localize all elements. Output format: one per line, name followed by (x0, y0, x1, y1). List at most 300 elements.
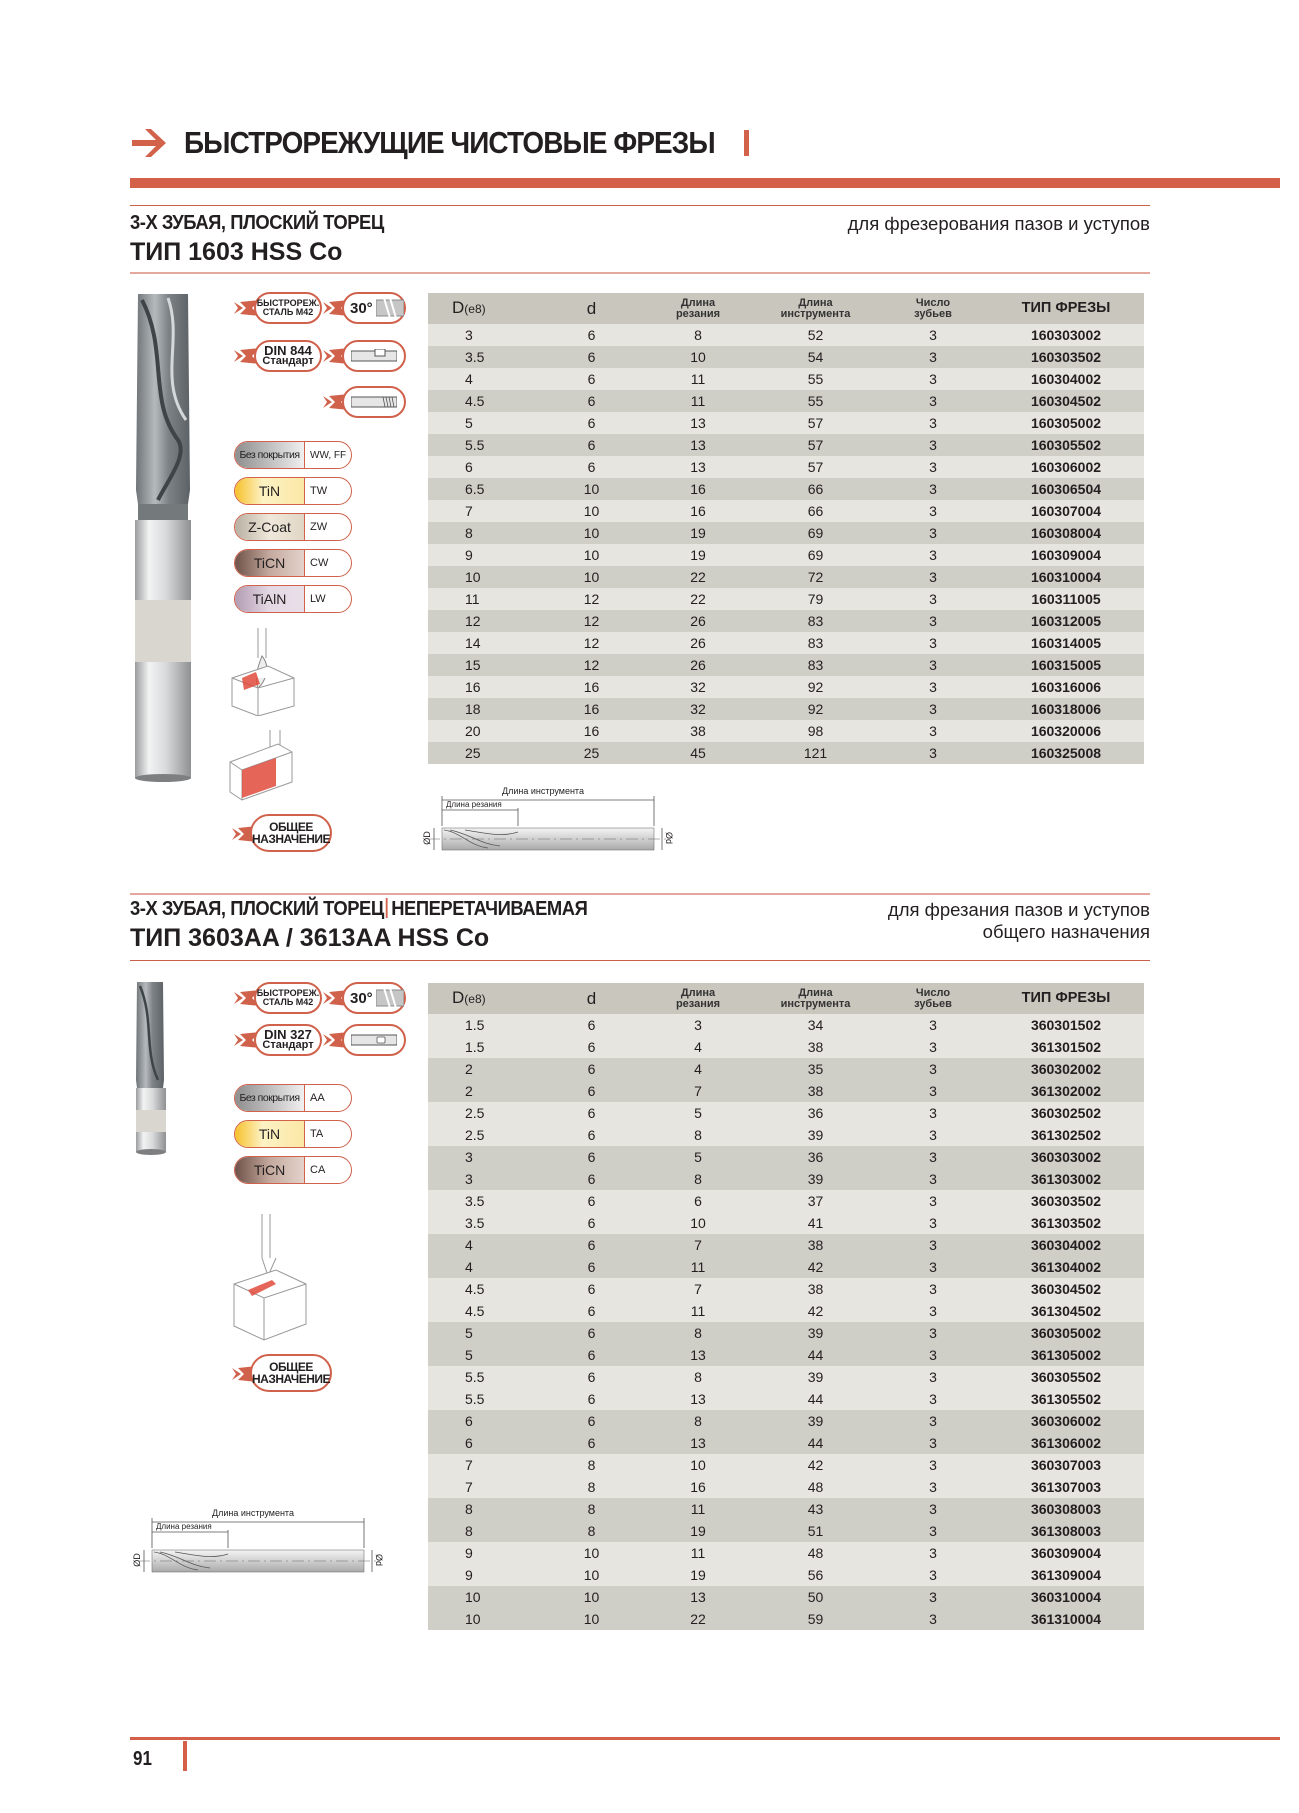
table-row (428, 1564, 1144, 1586)
table-row (428, 1388, 1144, 1410)
cell-code: 360304002 (988, 1234, 1144, 1256)
hss-m42-badge (254, 982, 322, 1014)
shoulder-milling-illustration (228, 730, 300, 802)
col-D-tolerance: (e8) (464, 992, 486, 1006)
col-header-tool-length (753, 983, 878, 1014)
cell-cut: 8 (643, 1124, 753, 1146)
cell-len: 42 (753, 1256, 878, 1278)
cell-code: 361302002 (988, 1080, 1144, 1102)
helix-angle-value: 30° (350, 989, 373, 1007)
cell-z: 3 (878, 1586, 988, 1608)
col-header-d: d (540, 983, 643, 1014)
spec-table-3603aa-3613aa (428, 983, 1144, 1630)
cell-cut: 13 (643, 1586, 753, 1608)
cell-D: 14 (428, 632, 540, 654)
table-row (428, 1168, 1144, 1190)
plain-shank-icon (351, 1033, 397, 1047)
cell-z: 3 (878, 324, 988, 346)
cell-len: 57 (753, 456, 878, 478)
cell-len: 43 (753, 1498, 878, 1520)
cell-d: 12 (540, 654, 643, 676)
cell-code: 360302002 (988, 1058, 1144, 1080)
din-number: DIN 844 (264, 343, 312, 358)
section-2-bottom-rule (130, 960, 1150, 961)
general-badge-line-1: ОБЩЕЕ (269, 820, 313, 834)
cell-len: 69 (753, 544, 878, 566)
col-D-tolerance: (e8) (464, 302, 486, 316)
cell-d: 6 (540, 1388, 643, 1410)
cell-D: 3 (428, 324, 540, 346)
cell-D: 6 (428, 1432, 540, 1454)
cell-D: 18 (428, 698, 540, 720)
cell-len: 55 (753, 368, 878, 390)
cut-length-label: Длина резания (446, 800, 502, 809)
cell-len: 66 (753, 500, 878, 522)
col-header-teeth (878, 293, 988, 324)
cell-code: 361308003 (988, 1520, 1144, 1542)
cell-d: 6 (540, 412, 643, 434)
coating-ticn (234, 549, 352, 577)
cell-d: 16 (540, 698, 643, 720)
cell-code: 360306002 (988, 1410, 1144, 1432)
cell-code: 360307003 (988, 1454, 1144, 1476)
section-2-description-line: для фрезания пазов и уступов (887, 899, 1150, 920)
table-row (428, 1520, 1144, 1542)
din-number: DIN 327 (264, 1027, 312, 1042)
cell-D: 8 (428, 1498, 540, 1520)
col-header-teeth (878, 983, 988, 1014)
cell-cut: 8 (643, 1410, 753, 1432)
din-label: Стандарт (262, 1039, 314, 1051)
cell-D: 5.5 (428, 1388, 540, 1410)
tool-length-label: Длина инструмента (502, 786, 584, 796)
cell-code: 361302502 (988, 1124, 1144, 1146)
cell-cut: 16 (643, 1476, 753, 1498)
cell-len: 83 (753, 610, 878, 632)
cell-D: 4 (428, 1256, 540, 1278)
cell-D: 3.5 (428, 1212, 540, 1234)
footer-rule (130, 1737, 1280, 1740)
cell-z: 3 (878, 1476, 988, 1498)
cell-d: 25 (540, 742, 643, 764)
cell-code: 361309004 (988, 1564, 1144, 1586)
cell-len: 39 (753, 1322, 878, 1344)
diameter-d-label: Ød (374, 1553, 385, 1567)
cell-d: 10 (540, 566, 643, 588)
cell-d: 8 (540, 1520, 643, 1542)
cell-cut: 10 (643, 346, 753, 368)
col-header-tool-length (753, 293, 878, 324)
col-label-line: Число (915, 296, 951, 309)
cell-z: 3 (878, 1432, 988, 1454)
page-title: БЫСТРОРЕЖУЩИЕ ЧИСТОВЫЕ ФРЕЗЫ (184, 125, 715, 160)
cell-z: 3 (878, 1102, 988, 1124)
cell-D: 10 (428, 566, 540, 588)
coating-code: LW (310, 593, 326, 605)
table-row (428, 1102, 1144, 1124)
cell-D: 7 (428, 1476, 540, 1498)
cell-z: 3 (878, 1498, 988, 1520)
cell-cut: 13 (643, 434, 753, 456)
table-row (428, 1432, 1144, 1454)
cell-len: 66 (753, 478, 878, 500)
cell-z: 3 (878, 522, 988, 544)
helix-angle-badge (342, 982, 406, 1014)
cell-D: 8 (428, 1520, 540, 1542)
cell-d: 8 (540, 1454, 643, 1476)
cell-d: 10 (540, 1586, 643, 1608)
cell-cut: 11 (643, 1256, 753, 1278)
cell-z: 3 (878, 478, 988, 500)
cell-len: 57 (753, 412, 878, 434)
cell-code: 360303502 (988, 1190, 1144, 1212)
cell-code: 160306002 (988, 456, 1144, 478)
cell-len: 56 (753, 1564, 878, 1586)
cell-code: 361304002 (988, 1256, 1144, 1278)
cell-z: 3 (878, 1278, 988, 1300)
cell-D: 9 (428, 544, 540, 566)
cell-len: 50 (753, 1586, 878, 1608)
cell-code: 360308003 (988, 1498, 1144, 1520)
cell-cut: 7 (643, 1278, 753, 1300)
cell-code: 361303002 (988, 1168, 1144, 1190)
cell-D: 9 (428, 1564, 540, 1586)
cell-d: 6 (540, 1300, 643, 1322)
cell-cut: 26 (643, 610, 753, 632)
table-row (428, 698, 1144, 720)
cell-cut: 11 (643, 368, 753, 390)
cell-z: 3 (878, 1190, 988, 1212)
cell-d: 6 (540, 1168, 643, 1190)
cell-code: 160303502 (988, 346, 1144, 368)
table-row (428, 412, 1144, 434)
cell-z: 3 (878, 456, 988, 478)
table-row (428, 1300, 1144, 1322)
cell-D: 2 (428, 1058, 540, 1080)
page-header (130, 118, 749, 168)
cell-cut: 16 (643, 478, 753, 500)
cell-d: 10 (540, 1542, 643, 1564)
cell-code: 160304502 (988, 390, 1144, 412)
cell-d: 10 (540, 522, 643, 544)
cell-D: 16 (428, 676, 540, 698)
cell-cut: 13 (643, 412, 753, 434)
table-header-row (428, 293, 1144, 324)
din-standard-badge (254, 340, 322, 372)
cell-len: 48 (753, 1476, 878, 1498)
table-row (428, 1256, 1144, 1278)
cell-code: 160315005 (988, 654, 1144, 676)
table-row (428, 1124, 1144, 1146)
col-label-line: Длина (798, 296, 833, 309)
cell-len: 57 (753, 434, 878, 456)
coating-code: CA (310, 1164, 326, 1176)
title-accent-bar (744, 130, 749, 156)
cell-d: 10 (540, 500, 643, 522)
cell-cut: 13 (643, 1432, 753, 1454)
cell-cut: 11 (643, 1498, 753, 1520)
table-row (428, 1322, 1144, 1344)
cell-len: 72 (753, 566, 878, 588)
coating-name: TiAlN (235, 586, 305, 612)
section-2-description (888, 899, 1150, 943)
col-header-d: d (540, 293, 643, 324)
cell-len: 34 (753, 1014, 878, 1036)
cell-d: 6 (540, 1080, 643, 1102)
cell-cut: 10 (643, 1212, 753, 1234)
cell-len: 83 (753, 654, 878, 676)
cell-cut: 8 (643, 1322, 753, 1344)
cell-code: 360309004 (988, 1542, 1144, 1564)
cell-d: 10 (540, 1608, 643, 1630)
section-2-subtitle-extra: НЕПЕРЕТАЧИВАЕМАЯ (391, 898, 588, 920)
table-row (428, 390, 1144, 412)
helix-icon (376, 988, 404, 1008)
cell-cut: 32 (643, 676, 753, 698)
end-mill-image (128, 290, 208, 790)
table-row (428, 566, 1144, 588)
table-header-row (428, 983, 1144, 1014)
cell-z: 3 (878, 720, 988, 742)
table-row (428, 1080, 1144, 1102)
cell-z: 3 (878, 654, 988, 676)
coating-name: TiCN (235, 550, 305, 576)
cell-D: 11 (428, 588, 540, 610)
table-row (428, 1146, 1144, 1168)
table-row (428, 1454, 1144, 1476)
cell-d: 6 (540, 1190, 643, 1212)
diameter-D-label: ØD (421, 831, 432, 845)
cell-D: 4 (428, 1234, 540, 1256)
cell-len: 36 (753, 1102, 878, 1124)
cell-len: 79 (753, 588, 878, 610)
cell-D: 12 (428, 610, 540, 632)
cell-z: 3 (878, 1608, 988, 1630)
section-1-type: ТИП 1603 HSS Co (130, 238, 343, 266)
cell-d: 6 (540, 1036, 643, 1058)
table-row (428, 500, 1144, 522)
table-row (428, 368, 1144, 390)
cell-z: 3 (878, 412, 988, 434)
general-badge-line-2: НАЗНАЧЕНИЕ (252, 832, 330, 846)
cell-D: 6.5 (428, 478, 540, 500)
cell-d: 6 (540, 1410, 643, 1432)
cell-z: 3 (878, 1410, 988, 1432)
table-row (428, 1542, 1144, 1564)
coating-code: AA (310, 1092, 325, 1104)
cell-D: 15 (428, 654, 540, 676)
din-standard-badge (254, 1024, 322, 1056)
cell-cut: 11 (643, 390, 753, 412)
coating-tin (234, 1120, 352, 1148)
cell-cut: 7 (643, 1234, 753, 1256)
cell-D: 8 (428, 522, 540, 544)
cell-D: 3.5 (428, 346, 540, 368)
table-row (428, 610, 1144, 632)
table-row (428, 1058, 1144, 1080)
cell-cut: 19 (643, 1520, 753, 1542)
cell-D: 9 (428, 1542, 540, 1564)
table-row (428, 654, 1144, 676)
cell-code: 361303502 (988, 1212, 1144, 1234)
section-1-top-rule (130, 205, 1150, 206)
hss-badge-line-1: БЫСТРОРЕЖ. (256, 988, 320, 998)
cell-len: 59 (753, 1608, 878, 1630)
table-row (428, 434, 1144, 456)
cell-cut: 45 (643, 742, 753, 764)
cell-z: 3 (878, 1520, 988, 1542)
cell-code: 160308004 (988, 522, 1144, 544)
cell-z: 3 (878, 632, 988, 654)
cell-cut: 7 (643, 1080, 753, 1102)
table-row (428, 1190, 1144, 1212)
cell-z: 3 (878, 1058, 988, 1080)
weldon-shank-badge (342, 340, 406, 372)
cell-d: 6 (540, 1344, 643, 1366)
cell-cut: 22 (643, 588, 753, 610)
cell-len: 83 (753, 632, 878, 654)
cell-D: 10 (428, 1608, 540, 1630)
table-row (428, 522, 1144, 544)
col-label-line: инструмента (780, 307, 851, 320)
cell-code: 360301502 (988, 1014, 1144, 1036)
cell-code: 360310004 (988, 1586, 1144, 1608)
cell-code: 160311005 (988, 588, 1144, 610)
col-label-line: Длина (798, 986, 833, 999)
cell-z: 3 (878, 676, 988, 698)
cell-D: 3 (428, 1146, 540, 1168)
cell-z: 3 (878, 1234, 988, 1256)
table-row (428, 1410, 1144, 1432)
cell-code: 160316006 (988, 676, 1144, 698)
cell-d: 12 (540, 632, 643, 654)
table-row (428, 1476, 1144, 1498)
cell-code: 361307003 (988, 1476, 1144, 1498)
cell-code: 160314005 (988, 632, 1144, 654)
cell-z: 3 (878, 1300, 988, 1322)
threaded-shank-icon (351, 395, 397, 409)
footer-accent-bar (183, 1741, 187, 1771)
cell-code: 360305502 (988, 1366, 1144, 1388)
helix-angle-value: 30° (350, 299, 373, 317)
tool-dimension-diagram (420, 786, 680, 862)
section-2-subtitle-text: 3-Х ЗУБАЯ, ПЛОСКИЙ ТОРЕЦ (130, 898, 384, 920)
hss-badge-line-2: СТАЛЬ М42 (262, 307, 314, 317)
cell-d: 6 (540, 456, 643, 478)
col-label-line: резания (675, 307, 721, 320)
section-1-subtitle-text: 3-Х ЗУБАЯ, ПЛОСКИЙ ТОРЕЦ (130, 212, 384, 234)
cell-d: 12 (540, 610, 643, 632)
cell-z: 3 (878, 1146, 988, 1168)
cell-z: 3 (878, 500, 988, 522)
cell-cut: 8 (643, 1168, 753, 1190)
coating-name: TiCN (235, 1157, 305, 1183)
cell-len: 44 (753, 1388, 878, 1410)
cell-D: 5 (428, 412, 540, 434)
cell-d: 10 (540, 544, 643, 566)
cell-code: 360303002 (988, 1146, 1144, 1168)
cell-len: 92 (753, 698, 878, 720)
cell-code: 160309004 (988, 544, 1144, 566)
cell-cut: 26 (643, 654, 753, 676)
cell-len: 69 (753, 522, 878, 544)
cell-len: 54 (753, 346, 878, 368)
col-header-cut-length (643, 293, 753, 324)
tool-dimension-drawing (130, 1508, 390, 1584)
cell-code: 361305002 (988, 1344, 1144, 1366)
diameter-D-label: ØD (131, 1553, 142, 1567)
section-1-subtitle (130, 212, 384, 235)
cell-len: 39 (753, 1168, 878, 1190)
cell-len: 39 (753, 1410, 878, 1432)
cell-z: 3 (878, 1036, 988, 1058)
cell-len: 38 (753, 1278, 878, 1300)
cell-cut: 32 (643, 698, 753, 720)
cell-d: 6 (540, 324, 643, 346)
cell-code: 160303002 (988, 324, 1144, 346)
cell-d: 12 (540, 588, 643, 610)
helix-angle-badge (342, 292, 406, 324)
cell-D: 5 (428, 1322, 540, 1344)
cell-d: 16 (540, 720, 643, 742)
cell-code: 361310004 (988, 1608, 1144, 1630)
cell-z: 3 (878, 1014, 988, 1036)
col-label-line: зубьев (914, 997, 952, 1010)
cell-cut: 26 (643, 632, 753, 654)
cell-D: 4 (428, 368, 540, 390)
cell-d: 6 (540, 390, 643, 412)
cell-len: 38 (753, 1036, 878, 1058)
cell-D: 2 (428, 1080, 540, 1102)
general-purpose-badge (250, 814, 332, 852)
cell-z: 3 (878, 1454, 988, 1476)
page-number: 91 (133, 1748, 152, 1770)
hss-m42-badge (254, 292, 322, 324)
coating-code: TW (310, 485, 328, 497)
cell-code: 160306504 (988, 478, 1144, 500)
cell-d: 6 (540, 1124, 643, 1146)
cell-code: 361304502 (988, 1300, 1144, 1322)
cell-z: 3 (878, 390, 988, 412)
helix-icon (376, 298, 404, 318)
cell-d: 6 (540, 1278, 643, 1300)
cell-cut: 11 (643, 1300, 753, 1322)
cell-d: 16 (540, 676, 643, 698)
table-row (428, 588, 1144, 610)
slot-milling-illustration (232, 1214, 308, 1344)
cell-D: 2.5 (428, 1102, 540, 1124)
cell-code: 160320006 (988, 720, 1144, 742)
cell-code: 361301502 (988, 1036, 1144, 1058)
cell-len: 48 (753, 1542, 878, 1564)
coating-zcoat (234, 513, 352, 541)
table-row (428, 1366, 1144, 1388)
table-row (428, 324, 1144, 346)
cell-code: 160312005 (988, 610, 1144, 632)
cell-len: 121 (753, 742, 878, 764)
coating-code: ZW (310, 521, 328, 533)
coating-code: CW (310, 557, 329, 569)
cell-d: 6 (540, 1058, 643, 1080)
col-header-D (428, 293, 540, 324)
cut-length-label: Длина резания (156, 1522, 212, 1531)
cell-z: 3 (878, 1322, 988, 1344)
table-row (428, 346, 1144, 368)
coating-name: Z-Coat (235, 514, 305, 540)
coating-uncoated (234, 441, 352, 469)
cell-z: 3 (878, 1564, 988, 1586)
tool-dimension-diagram (130, 1508, 390, 1584)
